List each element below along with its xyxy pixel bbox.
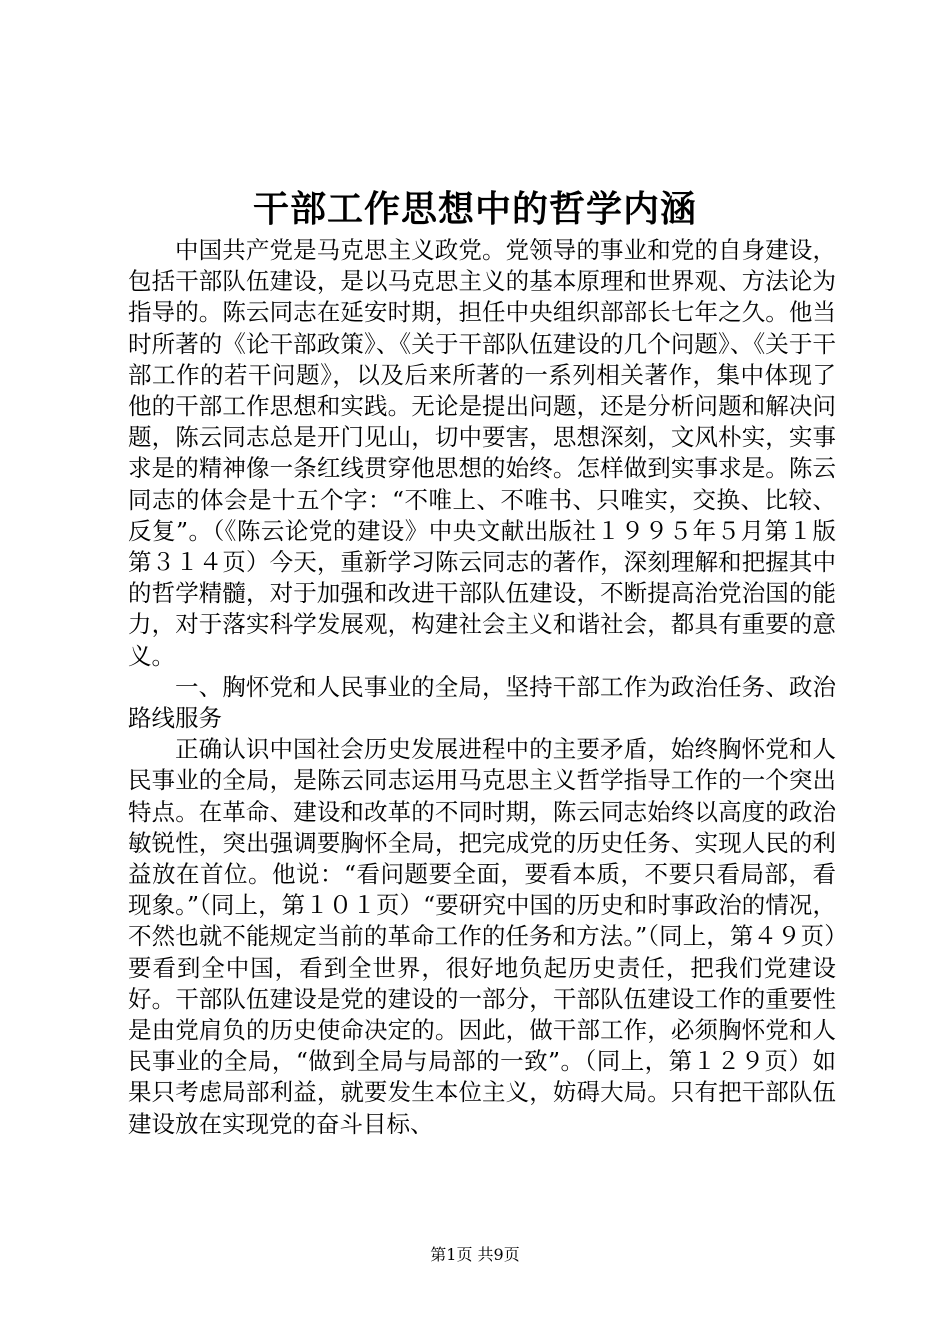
section-heading: 一、胸怀党和人民事业的全局，坚持干部工作为政治任务、政治路线服务 bbox=[128, 672, 836, 733]
body-paragraph: 中国共产党是马克思主义政党。党领导的事业和党的自身建设，包括干部队伍建设，是以马克思主义的基本原理和世界观、方法论为指导的。陈云同志在延安时期，担任中央组织部部长七年之久。他当时所著的《论干部政策》、《关于干部队伍建设的几个问题》、《关于干部工作的若干问题》，以及后来所著的一系列相关著作，集中体现了他的干部工作思想和实践。无论是提出问题，还是分析问题和解决问题，陈云同志总是开门见山，切中要害，思想深刻，文风朴实，实事求是的精神像一条红线贯穿他思想的始终。怎样做到实事求是。陈云同志的体会是十五个字：“不唯上、不唯书、只唯实，交换、比较、反复”。（《陈云论党的建设》中央文献出版社１９９５年５月第１版第３１４页）今天，重新学习陈云同志的著作，深刻理解和把握其中的哲学精髓，对于加强和改进干部队伍建设，不断提高治党治国的能力，对于落实科学发展观，构建社会主义和谐社会，都具有重要的意义。 bbox=[128, 236, 836, 670]
document-title: 干部工作思想中的哲学内涵 bbox=[252, 188, 697, 230]
document-body bbox=[128, 235, 836, 1140]
body-paragraph: 正确认识中国社会历史发展进程中的主要矛盾，始终胸怀党和人民事业的全局，是陈云同志运用马克思主义哲学指导工作的一个突出特点。在革命、建设和改革的不同时期，陈云同志始终以高度的政治敏锐性，突出强调要胸怀全局，把完成党的历史任务、实现人民的利益放在首位。他说：“看问题要全面，要看本质，不要只看局部，看现象。”（同上，第１０１页）“要研究中国的历史和时事政治的情况，不然也就不能规定当前的革命工作的任务和方法。”（同上，第４９页）要看到全中国，看到全世界，很好地负起历史责任，把我们党建设好。干部队伍建设是党的建设的一部分，干部队伍建设工作的重要性是由党肩负的历史使命决定的。因此，做干部工作，必须胸怀党和人民事业的全局，“做到全局与局部的一致”。（同上，第１２９页）如果只考虑局部利益，就要发生本位主义，妨碍大局。只有把干部队伍建设放在实现党的奋斗目标、 bbox=[128, 735, 836, 1138]
page-footer: 第1页 共9页 bbox=[430, 1245, 520, 1264]
